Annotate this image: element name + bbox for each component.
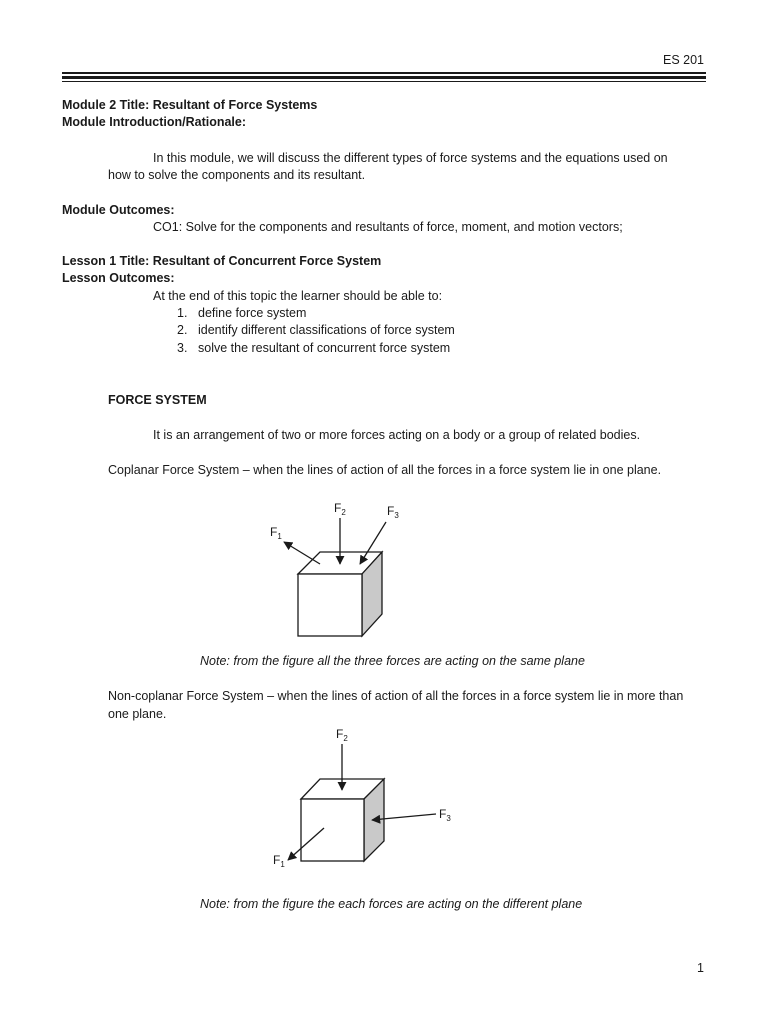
coplanar-figure — [260, 496, 399, 641]
f1-arrow — [284, 542, 320, 564]
f3-label: $F_3$ — [439, 807, 451, 823]
module-outcome-co1: CO1: Solve for the components and resultants of force, moment, and motion vectors; — [153, 220, 623, 234]
list-item-text: identify different classifications of force system — [198, 323, 455, 337]
cube-front-face — [298, 574, 362, 636]
course-code: ES 201 — [663, 53, 705, 67]
lesson-title: Lesson 1 Title: Resultant of Concurrent Force System — [62, 254, 382, 268]
force-system-heading: FORCE SYSTEM — [108, 393, 207, 407]
list-item-text: define force system — [198, 306, 307, 320]
f3-label: $F_3$ — [387, 504, 399, 520]
module-intro-heading: Module Introduction/Rationale: — [62, 115, 247, 129]
page-number: 1 — [697, 961, 704, 975]
header-rule-middle — [62, 76, 706, 79]
f1-label: $F_1$ — [273, 853, 285, 869]
module-outcomes-heading: Module Outcomes: — [62, 203, 175, 217]
cube-front-face — [301, 799, 364, 861]
noncoplanar-definition-line2: one plane. — [108, 707, 167, 721]
lesson-outcomes-heading: Lesson Outcomes: — [62, 271, 175, 285]
coplanar-note: Note: from the figure all the three forces are acting on the same plane — [200, 654, 585, 668]
header-rule-bottom — [62, 81, 706, 82]
noncoplanar-figure — [265, 725, 465, 875]
list-item-text: solve the resultant of concurrent force system — [198, 341, 451, 355]
list-item — [177, 340, 451, 357]
header-rule-top — [62, 72, 706, 74]
module-title: Module 2 Title: Resultant of Force Systems — [62, 98, 318, 112]
f2-label: $F_2$ — [334, 501, 346, 517]
coplanar-definition: Coplanar Force System – when the lines of action of all the forces in a force system lie in one plane. — [108, 463, 662, 477]
noncoplanar-definition-line1: Non-coplanar Force System – when the lines of action of all the forces in a force system lie in more than — [108, 689, 684, 703]
list-item-number: 3. — [177, 341, 188, 355]
module-intro-line1: In this module, we will discuss the different types of force systems and the equations used on — [153, 151, 668, 165]
module-intro-line2: how to solve the components and its resultant. — [108, 168, 366, 182]
f2-label: $F_2$ — [336, 727, 348, 743]
force-system-definition: It is an arrangement of two or more forces acting on a body or a group of related bodies. — [153, 428, 641, 442]
noncoplanar-note: Note: from the figure the each forces are acting on the different plane — [200, 897, 583, 911]
lesson-outcomes-intro: At the end of this topic the learner should be able to: — [153, 289, 443, 303]
list-item-number: 1. — [177, 306, 188, 320]
list-item — [177, 322, 455, 339]
list-item-number: 2. — [177, 323, 188, 337]
f1-label: $F_1$ — [270, 525, 282, 541]
list-item — [177, 305, 307, 322]
